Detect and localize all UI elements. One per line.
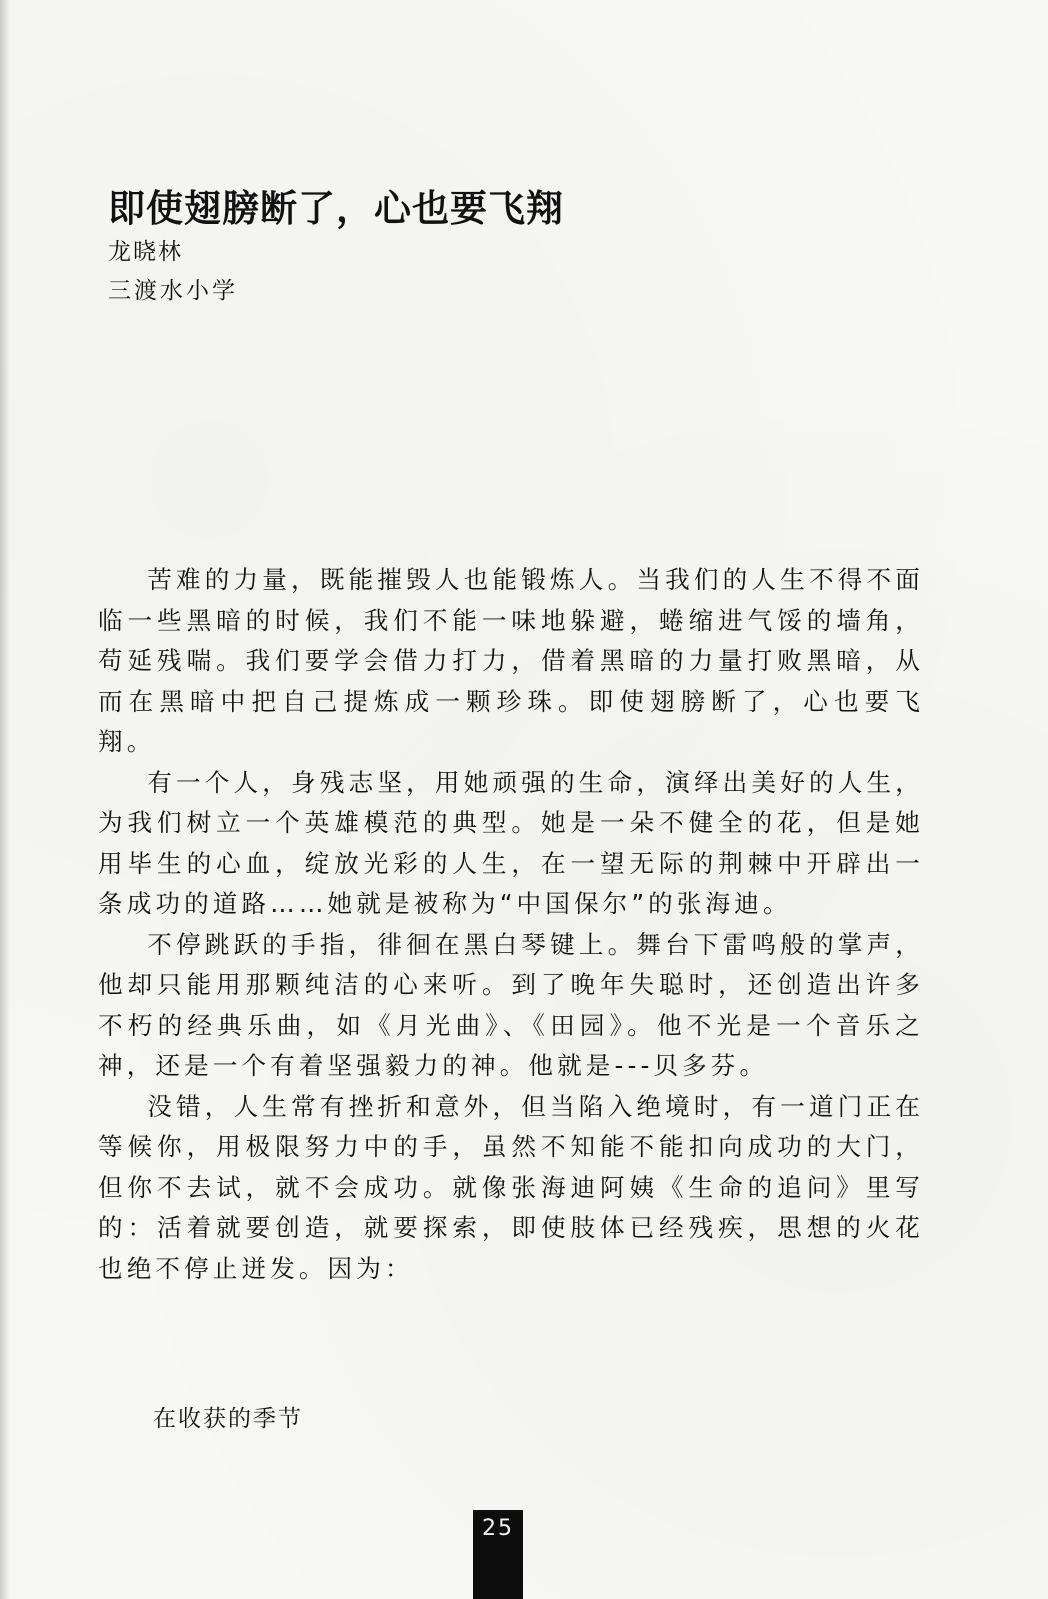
author-school: 三渡水小学 — [108, 278, 238, 304]
article-body — [98, 560, 924, 1289]
article-author: 龙晓林 — [108, 239, 183, 265]
paragraph: 没错，人生常有挫折和意外，但当陷入绝境时，有一道门正在等候你，用极限努力中的手，虽然不知能不能扣向成功的大门，但你不去试，就不会成功。就像张海迪阿姨《生命的追问》里写的：活着就要创造，就要探索，即使肢体已经残疾，思想的火花也绝不停止迸发。因为： — [98, 1091, 924, 1283]
paragraph: 苦难的力量，既能摧毁人也能锻炼人。当我们的人生不得不面临一些黑暗的时候，我们不能一味地躲避，蜷缩进气馁的墙角，苟延残喘。我们要学会借力打力，借着黑暗的力量打败黑暗，从而在黑暗中把自己提炼成一颗珍珠。即使翅膀断了，心也要飞翔。 — [98, 565, 924, 756]
page-number: 25 — [473, 1510, 523, 1599]
page-binding-edge — [0, 0, 10, 1599]
poem-line: 在收获的季节 — [153, 1406, 303, 1432]
paragraph: 不停跳跃的手指，徘徊在黑白琴键上。舞台下雷鸣般的掌声，他却只能用那颗纯洁的心来听。到了晚年失聪时，还创造出许多不朽的经典乐曲，如《月光曲》、《田园》。他不光是一个音乐之神，还是一个有着坚强毅力的神。他就是---贝多芬。 — [98, 929, 924, 1080]
paragraph: 有一个人，身残志坚，用她顽强的生命，演绎出美好的人生，为我们树立一个英雄模范的典型。她是一朵不健全的花，但是她用毕生的心血，绽放光彩的人生，在一望无际的荆棘中开辟出一条成功的道路……她就是被称为“中国保尔”的张海迪。 — [98, 767, 924, 918]
article-title: 即使翅膀断了，心也要飞翔 — [108, 187, 564, 230]
